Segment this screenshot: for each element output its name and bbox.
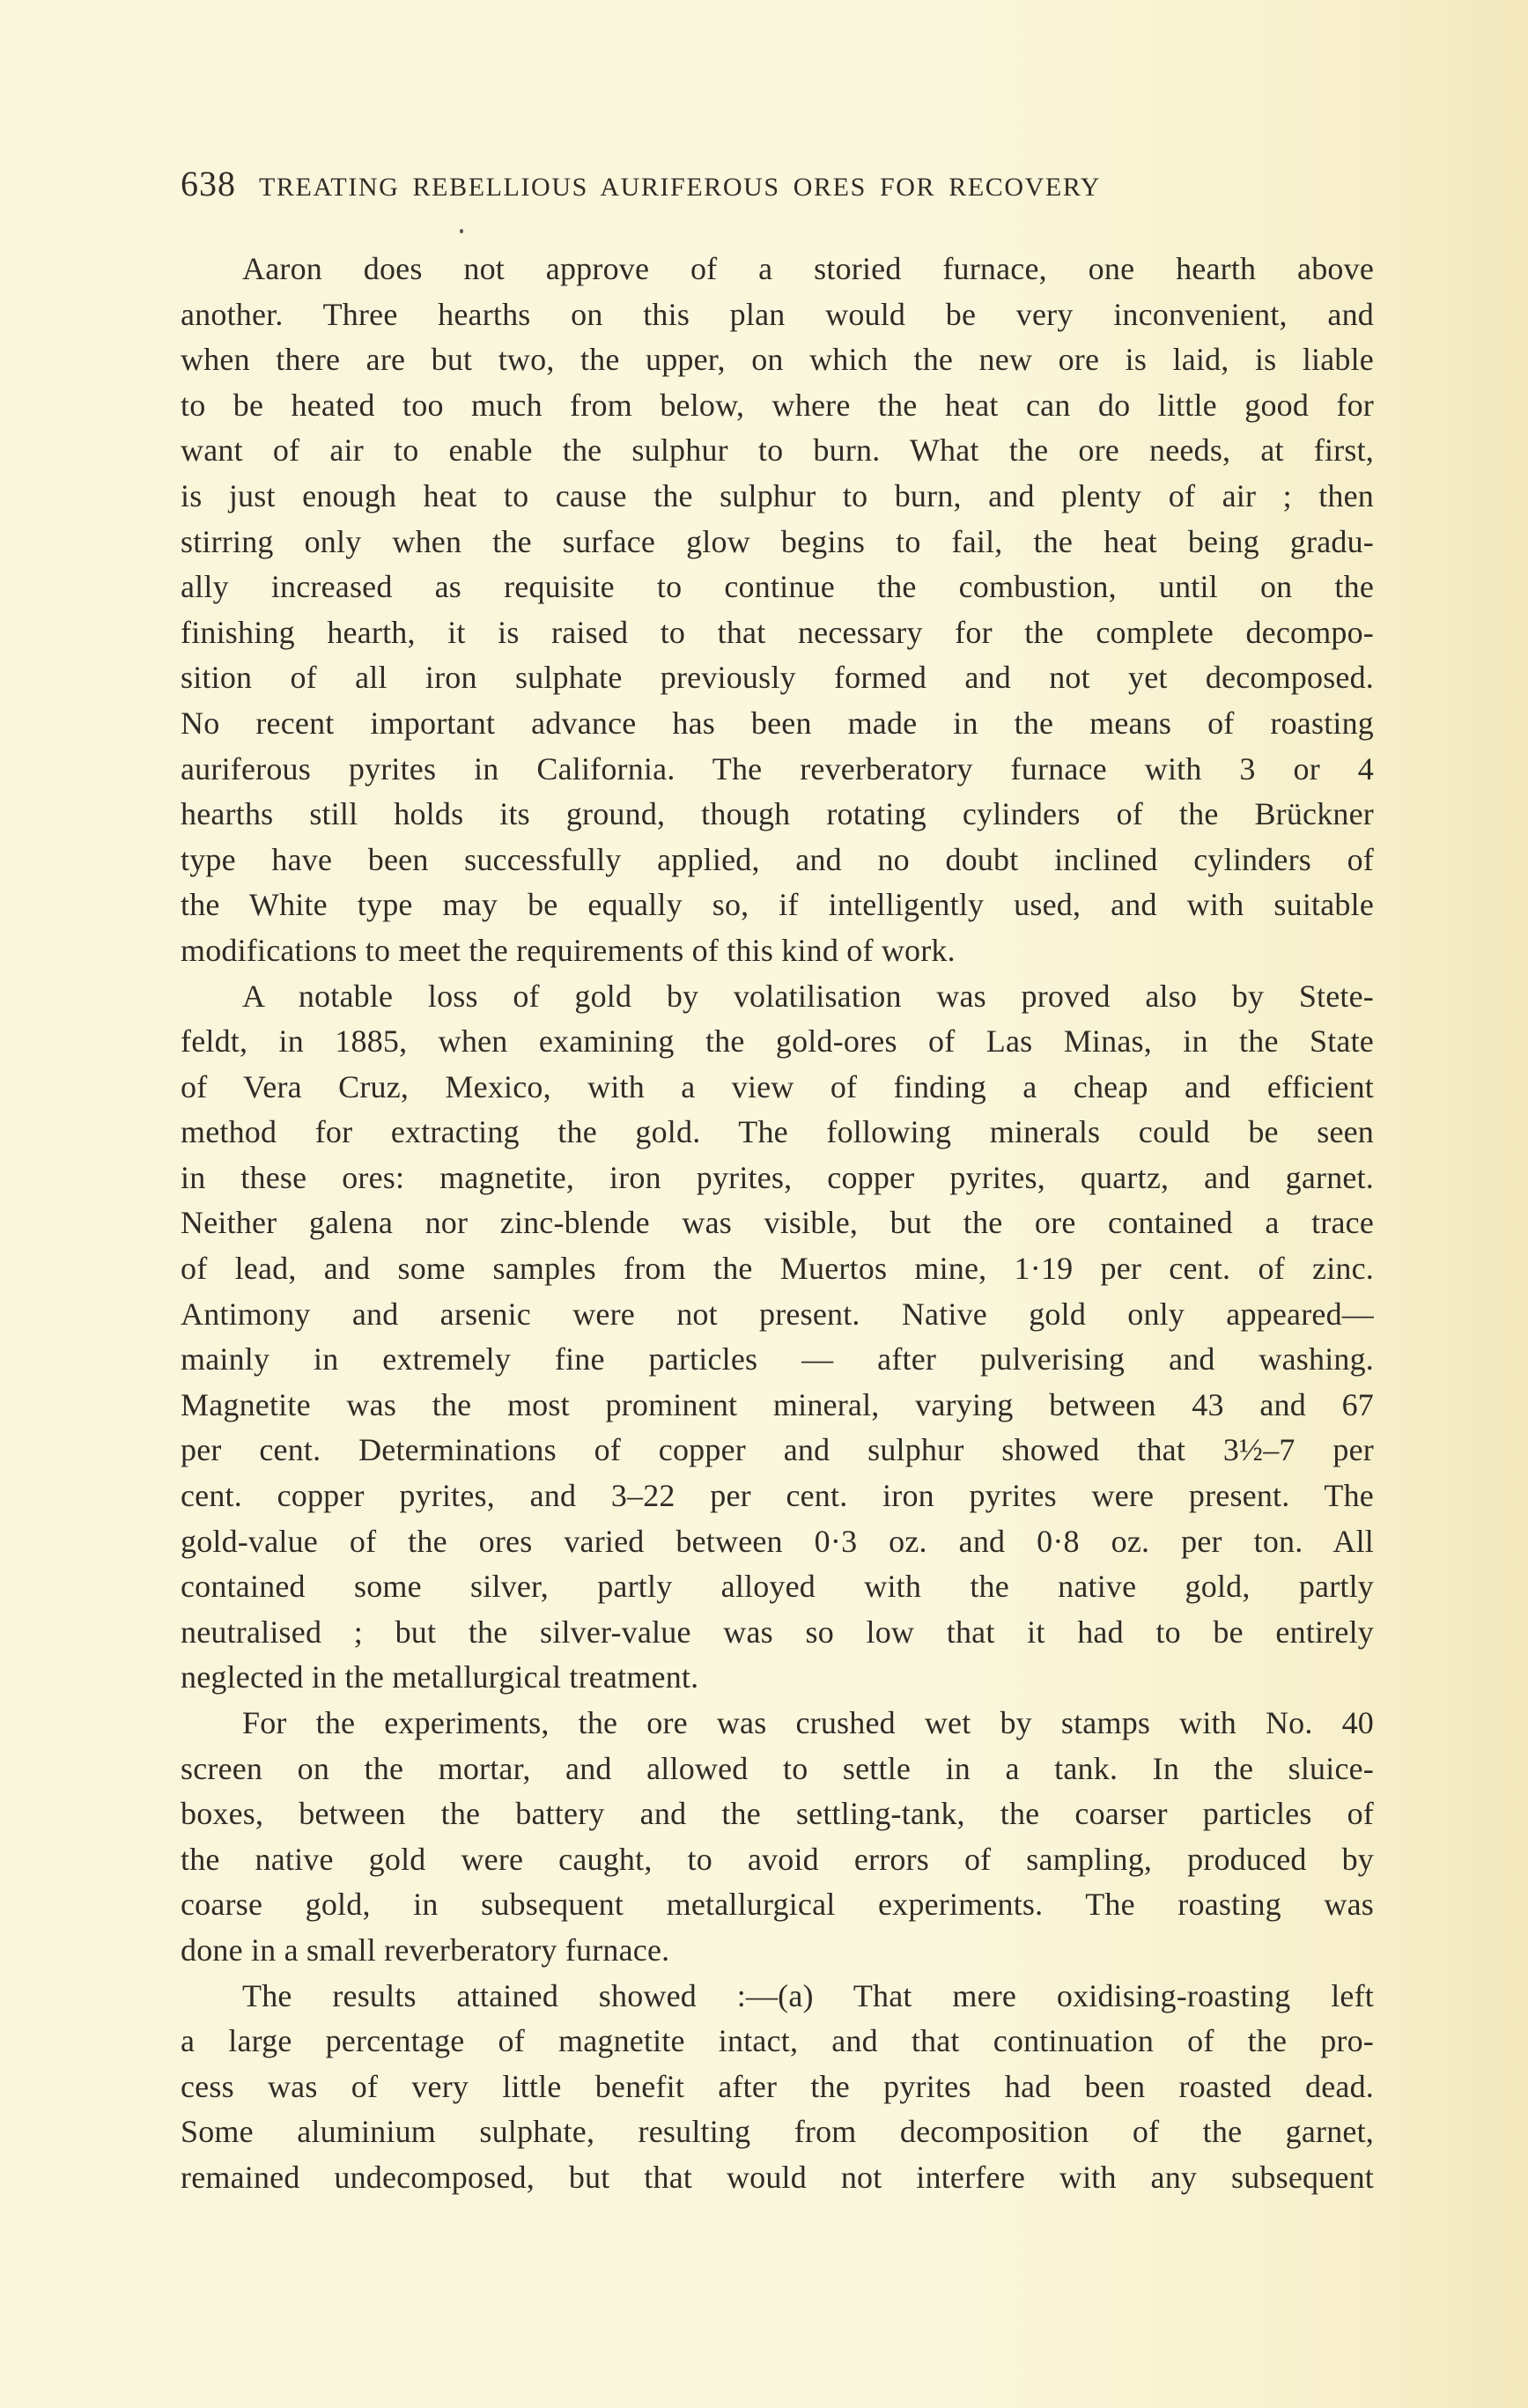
paragraph-aaron-furnace [181,247,1374,974]
text-line: Neither galena nor zinc-blende was visible, but the ore contained a trace [181,1205,1374,1241]
text-line: want of air to enable the sulphur to burn. What the ore needs, at first, [181,432,1374,469]
text-line: A notable loss of gold by volatilisation was proved also by Stete- [242,978,1374,1014]
text-line: neglected in the metallurgical treatment. [181,1659,699,1695]
text-line: The results attained showed :—(a) That mere oxidising-roasting left [242,1977,1374,2013]
text-line: coarse gold, in subsequent metallurgical experiments. The roasting was [181,1887,1374,1923]
text-line: sition of all iron sulphate previously formed and not yet decomposed. [181,660,1374,696]
text-line: modifications to meet the requirements of this kind of work. [181,932,956,968]
text-line: method for extracting the gold. The following minerals could be seen [181,1114,1374,1150]
paragraph-las-minas [181,974,1374,1702]
text-line: auriferous pyrites in California. The reverberatory furnace with 3 or 4 [181,750,1374,787]
page-number: 638 [181,164,236,203]
text-line: screen on the mortar, and allowed to settle in a tank. In the sluice- [181,1750,1374,1786]
text-line: gold-value of the ores varied between 0·3 oz. and 0·8 oz. per ton. All [181,1523,1374,1559]
text-line: the native gold were caught, to avoid errors of sampling, produced by [181,1841,1374,1877]
print-speck [460,229,463,233]
text-line: when there are but two, the upper, on which the new ore is laid, is liable [181,342,1374,378]
running-head [181,163,1308,216]
text-line: stirring only when the surface glow begins to fail, the heat being gradu- [181,523,1374,559]
paragraph-experiments [181,1701,1374,1974]
text-line: another. Three hearths on this plan would be very inconvenient, and [181,296,1374,332]
text-line: hearths still holds its ground, though rotating cylinders of the Brückner [181,796,1374,832]
text-line: boxes, between the battery and the settling-tank, the coarser particles of [181,1796,1374,1832]
text-line: Aaron does not approve of a storied furnace, one hearth above [242,251,1374,286]
body-text [181,247,1374,2201]
text-line: mainly in extremely fine particles — after pulverising and washing. [181,1341,1374,1378]
text-line: a large percentage of magnetite intact, and that continuation of the pro- [181,2023,1374,2059]
text-line: of Vera Cruz, Mexico, with a view of finding a cheap and efficient [181,1068,1374,1104]
text-line: of lead, and some samples from the Muertos mine, 1·19 per cent. of zinc. [181,1251,1374,1287]
running-title: TREATING REBELLIOUS AURIFEROUS ORES FOR RECOVERY [259,173,1102,202]
paragraph-results [181,1974,1374,2201]
text-line: No recent important advance has been made in the means of roasting [181,705,1374,741]
text-line: cent. copper pyrites, and 3–22 per cent. iron pyrites were present. The [181,1478,1374,1514]
text-line: per cent. Determinations of copper and sulphur showed that 3½–7 per [181,1432,1374,1468]
text-line: Magnetite was the most prominent mineral, varying between 43 and 67 [181,1386,1374,1422]
text-line: the White type may be equally so, if intelligently used, and with suitable [181,887,1374,923]
text-line: For the experiments, the ore was crushed wet by stamps with No. 40 [242,1705,1374,1740]
text-line: ally increased as requisite to continue the combustion, until on the [181,569,1374,605]
text-line: neutralised ; but the silver-value was so low that it had to be entirely [181,1614,1374,1650]
text-line: Some aluminium sulphate, resulting from decomposition of the garnet, [181,2114,1374,2150]
text-line: to be heated too much from below, where the heat can do little good for [181,387,1374,423]
text-line: in these ores: magnetite, iron pyrites, copper pyrites, quartz, and garnet. [181,1159,1374,1195]
text-line: is just enough heat to cause the sulphur to burn, and plenty of air ; then [181,477,1374,513]
text-line: type have been successfully applied, and no doubt inclined cylinders of [181,841,1374,877]
text-line: finishing hearth, it is raised to that necessary for the complete decompo- [181,614,1374,650]
text-line: remained undecomposed, but that would not interfere with any subsequent [181,2159,1374,2195]
text-line: contained some silver, partly alloyed with the native gold, partly [181,1569,1374,1605]
text-line: Antimony and arsenic were not present. Native gold only appeared— [181,1296,1374,1332]
text-line: cess was of very little benefit after the pyrites had been roasted dead. [181,2068,1374,2104]
text-line: done in a small reverberatory furnace. [181,1932,670,1968]
text-line: feldt, in 1885, when examining the gold-ores of Las Minas, in the State [181,1023,1374,1060]
